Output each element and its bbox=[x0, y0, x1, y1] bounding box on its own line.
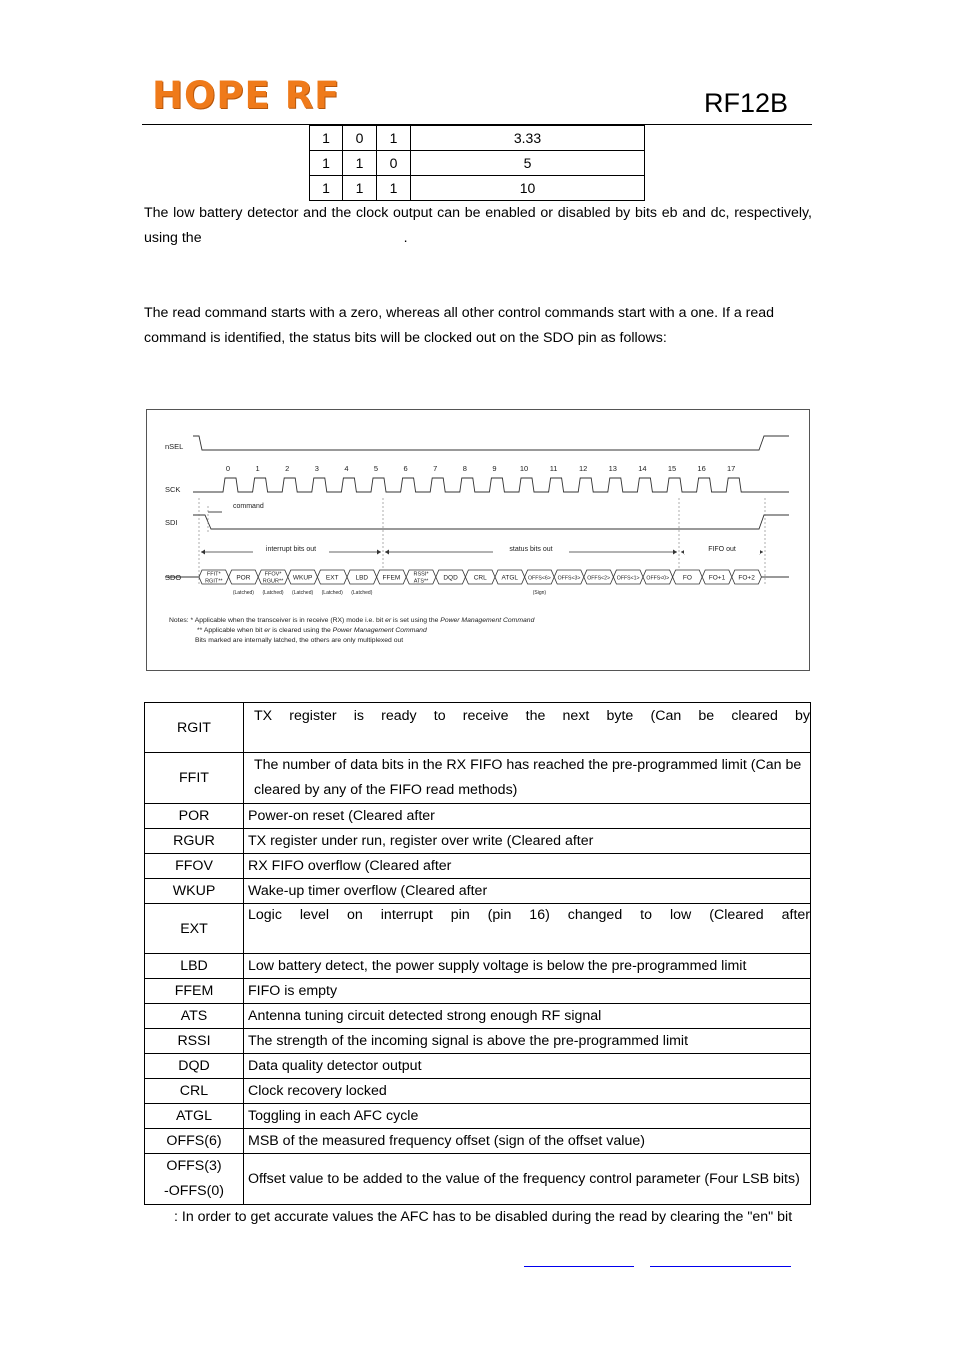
sdo-cell-label: POR bbox=[236, 574, 251, 582]
table-row bbox=[145, 1054, 811, 1079]
status-read-timing-diagram bbox=[146, 409, 810, 671]
status-bits-table bbox=[144, 702, 811, 1205]
signal-label: SDI bbox=[165, 518, 178, 527]
table-row bbox=[145, 804, 811, 829]
status-bit-desc: Toggling in each AFC cycle bbox=[244, 1104, 811, 1129]
hope-rf-logo: HOPE RF bbox=[152, 74, 341, 117]
model-title: RF12B bbox=[704, 88, 789, 118]
table-row bbox=[145, 979, 811, 1004]
name-line: OFFS(3) bbox=[166, 1158, 222, 1174]
sdo-cell-label: LBD bbox=[355, 574, 369, 582]
sdo-cell-label: FFIT* bbox=[206, 571, 221, 578]
latched-label: (Latched) bbox=[232, 590, 254, 596]
table-cell: 5 bbox=[411, 151, 645, 176]
paragraph-read-command bbox=[144, 301, 812, 351]
sdo-cell-label: CRL bbox=[473, 574, 487, 582]
sdo-cell-label: FFEM bbox=[382, 574, 401, 582]
note-part: Applicable when the transceiver is in receive (RX) mode i.e. bit bbox=[194, 617, 386, 624]
signal-label: SDO bbox=[165, 573, 182, 582]
nsel-waveform bbox=[193, 436, 789, 450]
paragraph-battery-clock bbox=[144, 201, 812, 251]
sdo-cell-label: WKUP bbox=[292, 574, 313, 582]
note-part: Power Management Command bbox=[440, 617, 535, 624]
status-bit-name: DQD bbox=[145, 1054, 244, 1079]
table-row bbox=[145, 1079, 811, 1104]
table-cell: 1 bbox=[310, 176, 343, 201]
table-row bbox=[145, 703, 811, 753]
note-part: Power Management Command bbox=[332, 627, 427, 634]
status-bit-desc: Logic level on interrupt pin (pin 16) changed to low (Cleared after bbox=[244, 904, 811, 954]
note-part: Applicable when bit bbox=[203, 627, 265, 634]
status-bit-desc: Antenna tuning circuit detected strong enough RF signal bbox=[244, 1004, 811, 1029]
sdo-cell-label: RGUR** bbox=[262, 578, 284, 585]
status-bit-desc: Wake-up timer overflow (Cleared after bbox=[244, 879, 811, 904]
status-bit-name: CRL bbox=[145, 1079, 244, 1104]
group-label: FIFO out bbox=[708, 546, 736, 553]
clock-number: 13 bbox=[608, 464, 617, 473]
table-cell: 10 bbox=[411, 176, 645, 201]
status-bit-desc bbox=[244, 753, 811, 804]
clock-number: 10 bbox=[519, 464, 529, 473]
table-row bbox=[145, 1004, 811, 1029]
clock-number: 5 bbox=[373, 464, 379, 473]
table-cell: 1 bbox=[343, 176, 377, 201]
status-bit-desc: Clock recovery locked bbox=[244, 1079, 811, 1104]
note-part: ** bbox=[197, 627, 204, 634]
status-bit-desc: The strength of the incoming signal is above the pre-programmed limit bbox=[244, 1029, 811, 1054]
group-arrow-right bbox=[377, 550, 381, 555]
clock-number: 2 bbox=[285, 464, 290, 473]
table-cell: 0 bbox=[377, 151, 411, 176]
sdo-cell-label: OFFS<3> bbox=[557, 575, 581, 582]
note-part: er bbox=[264, 627, 271, 634]
paragraph-line: The low battery detector and the clock output can be enabled or disabled by bits eb and dc, respectively, bbox=[144, 205, 812, 221]
note-part: is cleared using the bbox=[270, 627, 333, 634]
sign-label: (Sign) bbox=[532, 590, 547, 596]
paragraph-text: . bbox=[403, 230, 408, 246]
table-row bbox=[145, 1104, 811, 1129]
sdo-cell-label: EXT bbox=[325, 574, 339, 582]
email-link[interactable] bbox=[650, 1266, 791, 1267]
signal-label: SCK bbox=[165, 485, 181, 494]
name-line: -OFFS(0) bbox=[164, 1183, 224, 1199]
sdo-cell-label: OFFS<6> bbox=[528, 575, 551, 582]
note-part: Notes: * bbox=[169, 617, 195, 624]
desc-line: cleared by any of the FIFO read methods) bbox=[254, 782, 518, 798]
table-cell: 1 bbox=[343, 151, 377, 176]
sdo-cell-label: ATS** bbox=[413, 578, 429, 585]
status-bit-desc: MSB of the measured frequency offset (sign of the offset value) bbox=[244, 1129, 811, 1154]
sdo-cell-label: ATGL bbox=[501, 574, 519, 582]
table-row bbox=[145, 1154, 811, 1205]
status-bit-name: FFOV bbox=[145, 854, 244, 879]
paragraph-text: using the bbox=[144, 230, 202, 246]
website-link[interactable] bbox=[524, 1266, 634, 1267]
timing-svg bbox=[147, 410, 809, 670]
clock-number: 11 bbox=[549, 464, 558, 473]
table-cell: 1 bbox=[310, 126, 343, 151]
sdi-waveform bbox=[193, 515, 789, 529]
paragraph-line: command is identified, the status bits will be clocked out on the SDO pin as follows: bbox=[144, 330, 667, 346]
status-bit-desc: Power-on reset (Cleared after bbox=[244, 804, 811, 829]
note-part: er bbox=[385, 617, 392, 624]
clock-number: 15 bbox=[667, 464, 677, 473]
sdo-cell-label: OFFS<0> bbox=[646, 575, 670, 582]
note-part: is set using the bbox=[391, 617, 441, 624]
group-arrow-left bbox=[385, 550, 389, 555]
latched-label: (Latched) bbox=[262, 590, 284, 596]
table-cell: 3.33 bbox=[411, 126, 645, 151]
table-row bbox=[145, 879, 811, 904]
table-row bbox=[145, 829, 811, 854]
status-bit-name: OFFS(6) bbox=[145, 1129, 244, 1154]
group-arrow-right bbox=[673, 550, 677, 555]
sdo-cell-label: RSSI* bbox=[413, 571, 429, 578]
table-cell: 1 bbox=[377, 126, 411, 151]
paragraph-line: The read command starts with a zero, whereas all other control commands start with a one. If a read bbox=[144, 305, 775, 321]
cutoff-table bbox=[309, 125, 645, 201]
status-bit-desc: Offset value to be added to the value of the frequency control parameter (Four LSB bits) bbox=[244, 1154, 811, 1205]
clock-number: 16 bbox=[697, 464, 706, 473]
table-row bbox=[145, 954, 811, 979]
table-row bbox=[145, 1129, 811, 1154]
status-bit-desc: TX register under run, register over write (Cleared after bbox=[244, 829, 811, 854]
status-bit-name bbox=[145, 1154, 244, 1205]
sck-waveform bbox=[193, 478, 789, 492]
latched-label: (Latched) bbox=[321, 590, 343, 596]
sdo-cell-label: RGIT** bbox=[205, 578, 223, 585]
desc-line: The number of data bits in the RX FIFO has reached the pre-programmed limit (Can be bbox=[254, 757, 802, 773]
table-row bbox=[145, 1029, 811, 1054]
clock-number: 3 bbox=[314, 464, 319, 473]
status-bit-name: FFIT bbox=[145, 753, 244, 804]
signal-label: nSEL bbox=[165, 442, 184, 451]
status-bit-name: ATGL bbox=[145, 1104, 244, 1129]
table-row bbox=[310, 151, 645, 176]
status-bit-name: EXT bbox=[145, 904, 244, 954]
status-bit-desc: FIFO is empty bbox=[244, 979, 811, 1004]
clock-number: 12 bbox=[579, 464, 588, 473]
clock-number: 9 bbox=[492, 464, 497, 473]
table-cell: 0 bbox=[343, 126, 377, 151]
table-row bbox=[145, 904, 811, 954]
command-label: command bbox=[233, 503, 264, 510]
clock-number: 14 bbox=[638, 464, 647, 473]
clock-number: 6 bbox=[403, 464, 408, 473]
clock-number: 0 bbox=[225, 464, 231, 473]
group-arrow-left bbox=[201, 550, 205, 555]
status-bit-desc: RX FIFO overflow (Cleared after bbox=[244, 854, 811, 879]
status-bit-desc: TX register is ready to receive the next byte (Can be cleared by bbox=[244, 703, 811, 753]
sdo-cell-label: DQD bbox=[443, 574, 458, 582]
group-label: status bits out bbox=[509, 546, 553, 553]
table-row bbox=[145, 854, 811, 879]
table-cell: 1 bbox=[377, 176, 411, 201]
status-bit-name: RGIT bbox=[145, 703, 244, 753]
afc-footnote: : In order to get accurate values the AFC has to be disabled during the read by clearing the "en" bit bbox=[174, 1209, 793, 1225]
status-bit-name: ATS bbox=[145, 1004, 244, 1029]
table-row bbox=[310, 126, 645, 151]
sdo-cell-label: FO+1 bbox=[708, 574, 726, 582]
clock-number: 7 bbox=[433, 464, 438, 473]
sdo-cell-label: FFOV* bbox=[264, 571, 282, 578]
table-row bbox=[145, 753, 811, 804]
sdo-cell-label: FO+2 bbox=[738, 574, 755, 582]
table-row bbox=[310, 176, 645, 201]
note-line-1 bbox=[169, 617, 535, 624]
latched-label: (Latched) bbox=[292, 590, 314, 596]
status-bit-name: RSSI bbox=[145, 1029, 244, 1054]
sdo-cell-label: OFFS<2> bbox=[587, 575, 610, 582]
latched-label: (Latched) bbox=[351, 590, 373, 596]
status-bit-desc: Data quality detector output bbox=[244, 1054, 811, 1079]
note-line-2 bbox=[197, 627, 427, 634]
clock-number: 1 bbox=[255, 464, 260, 473]
status-bit-desc: Low battery detect, the power supply voltage is below the pre-programmed limit bbox=[244, 954, 811, 979]
status-bit-name: RGUR bbox=[145, 829, 244, 854]
note-line-3: Bits marked are internally latched, the others are only multiplexed out bbox=[195, 637, 404, 644]
group-label: interrupt bits out bbox=[265, 546, 317, 553]
sdo-cell-label: OFFS<1> bbox=[616, 575, 640, 582]
sdo-cell-label: FO bbox=[682, 574, 692, 582]
clock-number: 4 bbox=[344, 464, 349, 473]
status-bit-name: FFEM bbox=[145, 979, 244, 1004]
clock-number: 8 bbox=[462, 464, 467, 473]
status-bit-name: WKUP bbox=[145, 879, 244, 904]
clock-number: 17 bbox=[727, 464, 736, 473]
table-cell: 1 bbox=[310, 151, 343, 176]
paragraph-line bbox=[144, 226, 812, 251]
status-bit-name: POR bbox=[145, 804, 244, 829]
status-bit-name: LBD bbox=[145, 954, 244, 979]
